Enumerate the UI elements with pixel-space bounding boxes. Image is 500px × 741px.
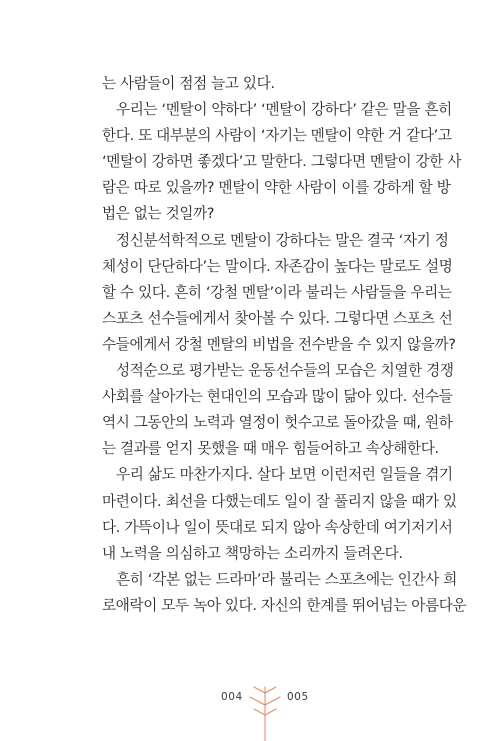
tree-ornament-icon (248, 683, 282, 741)
body-line-07: 정신분석학적으로 멘탈이 강하다는 말은 결국 ‘자기 정 (116, 231, 449, 249)
body-text (102, 71, 467, 619)
body-line-03: 한다. 또 대부분의 사람이 ‘자기는 멘탈이 약한 거 같다’고 (102, 127, 452, 145)
page-number-left: 004 (221, 691, 243, 703)
body-line-01: 는 사람들이 점점 늘고 있다. (102, 75, 275, 92)
body-line-17: 마련이다. 최선을 다했는데도 일이 잘 풀리지 않을 때가 있 (102, 492, 457, 510)
body-line-05: 람은 따로 있을까? 멘탈이 약한 사람이 이를 강하게 할 방 (102, 179, 451, 197)
body-line-14: 역시 그동안의 노력과 열정이 헛수고로 돌아갔을 때, 원하 (102, 414, 453, 432)
body-line-13: 사회를 살아가는 현대인의 모습과 많이 닮아 있다. 선수들 (102, 388, 453, 406)
body-line-11: 수들에게서 강철 멘탈의 비법을 전수받을 수 있지 않을까? (102, 335, 456, 353)
body-line-15: 는 결과를 얻지 못했을 때 매우 힘들어하고 속상해한다. (102, 440, 439, 458)
body-line-16: 우리 삶도 마찬가지다. 살다 보면 이런저런 일들을 겪기 (116, 466, 453, 484)
page-number-right: 005 (287, 691, 309, 703)
body-line-20: 흔히 ‘각본 없는 드라마’라 불리는 스포츠에는 인간사 희 (116, 570, 458, 588)
body-line-02: 우리는 ‘멘탈이 약하다’ ‘멘탈이 강하다’ 같은 말을 흔히 (116, 101, 452, 119)
body-line-19: 내 노력을 의심하고 책망하는 소리까지 들려온다. (102, 544, 403, 562)
body-line-21: 로애락이 모두 녹아 있다. 자신의 한계를 뛰어넘는 아름다운 (102, 596, 467, 614)
body-line-10: 스포츠 선수들에게서 찾아볼 수 있다. 그렇다면 스포츠 선 (102, 309, 453, 327)
body-line-12: 성적순으로 평가받는 운동선수들의 모습은 치열한 경쟁 (116, 362, 454, 380)
body-line-09: 할 수 있다. 흔히 ‘강철 멘탈’이라 불리는 사람들을 우리는 (102, 283, 452, 301)
body-line-06: 법은 없는 것일까? (102, 205, 215, 223)
body-line-08: 체성이 단단하다’는 말이다. 자존감이 높다는 말로도 설명 (102, 257, 453, 275)
body-line-04: ‘멘탈이 강하면 좋겠다’고 말한다. 그렇다면 멘탈이 강한 사 (102, 153, 462, 171)
body-line-18: 다. 가뜩이나 일이 뜻대로 되지 않아 속상한데 여기저기서 (102, 518, 453, 536)
